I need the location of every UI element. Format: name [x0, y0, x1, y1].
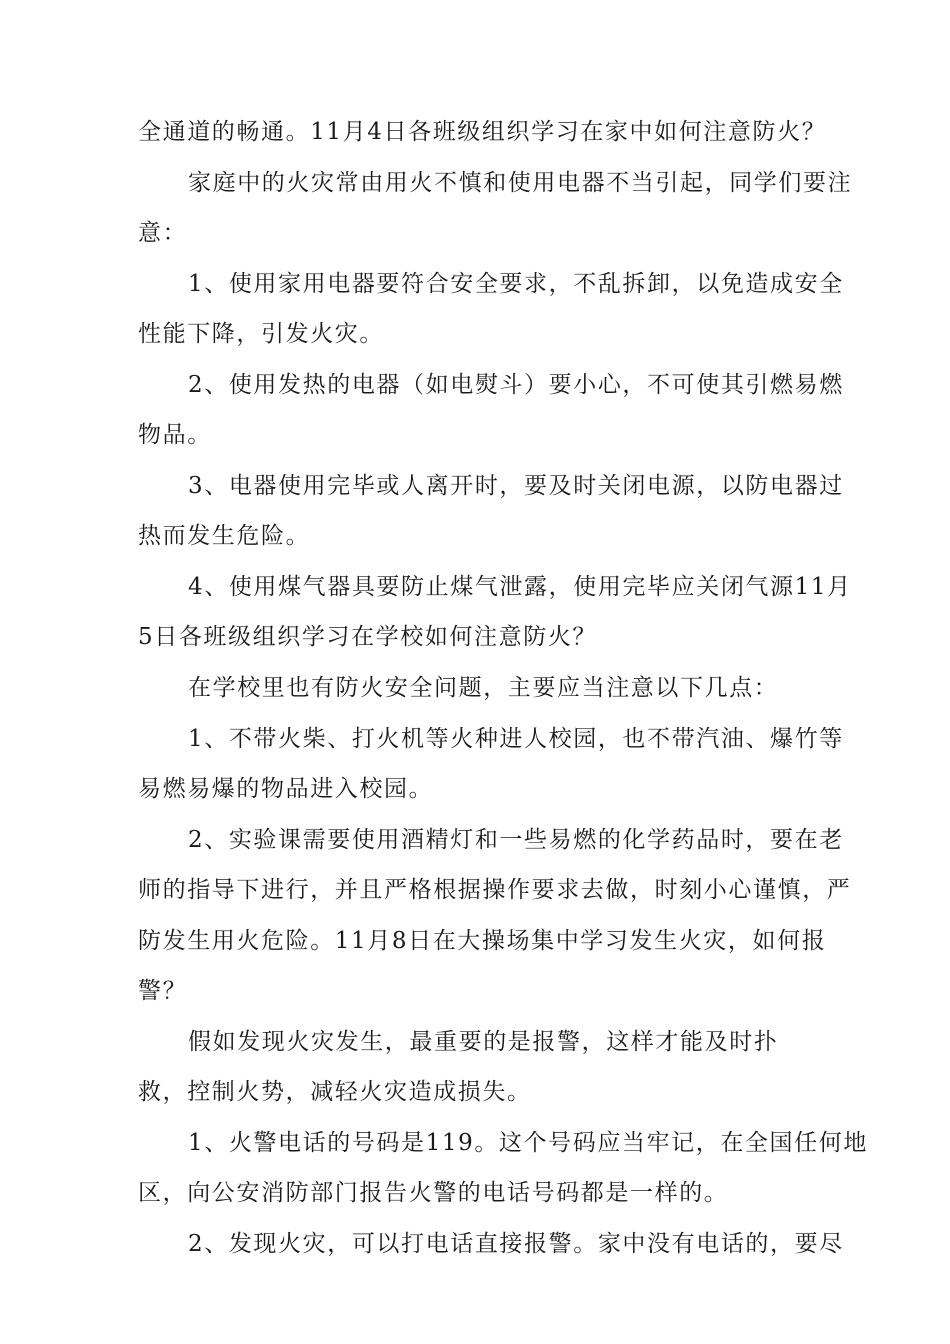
text-line-2: 家庭中的火灾常由用火不慎和使用电器不当引起，同学们要注	[188, 170, 853, 196]
text-line-5: 性能下降，引发火灾。	[138, 321, 384, 347]
text-line-21: 1、火警电话的号码是119。这个号码应当牢记，在全国任何地	[188, 1130, 868, 1156]
text-line-23: 2、发现火灾，可以打电话直接报警。家中没有电话的，要尽	[188, 1231, 844, 1257]
text-line-3: 意：	[138, 220, 188, 246]
text-line-18: 警？	[138, 978, 188, 1004]
text-line-22: 区，向公安消防部门报告火警的电话号码都是一样的。	[138, 1180, 729, 1206]
text-line-1: 全通道的畅通。11月4日各班级组织学习在家中如何注意防火？	[138, 119, 827, 145]
text-line-15: 2、实验课需要使用酒精灯和一些易燃的化学药品时，要在老	[188, 827, 844, 853]
text-line-6: 2、使用发热的电器（如电熨斗）要小心，不可使其引燃易燃	[188, 372, 844, 398]
text-line-20: 救，控制火势，减轻火灾造成损失。	[138, 1079, 532, 1105]
text-line-10: 4、使用煤气器具要防止煤气泄露，使用完毕应关闭气源11月	[188, 574, 852, 600]
text-line-8: 3、电器使用完毕或人离开时，要及时关闭电源，以防电器过	[188, 473, 844, 499]
text-line-14: 易燃易爆的物品进入校园。	[138, 776, 434, 802]
text-line-12: 在学校里也有防火安全问题，主要应当注意以下几点：	[188, 675, 779, 701]
text-line-7: 物品。	[138, 422, 212, 448]
text-line-9: 热而发生危险。	[138, 523, 311, 549]
text-line-11: 5日各班级组织学习在学校如何注意防火？	[138, 624, 598, 650]
text-line-19: 假如发现火灾发生，最重要的是报警，这样才能及时扑	[188, 1029, 779, 1055]
text-line-17: 防发生用火危险。11月8日在大操场集中学习发生火灾，如何报	[138, 928, 827, 954]
text-line-13: 1、不带火柴、打火机等火种进人校园，也不带汽油、爆竹等	[188, 726, 844, 752]
text-line-4: 1、使用家用电器要符合安全要求，不乱拆卸，以免造成安全	[188, 271, 844, 297]
text-line-16: 师的指导下进行，并且严格根据操作要求去做，时刻小心谨慎，严	[138, 877, 852, 903]
